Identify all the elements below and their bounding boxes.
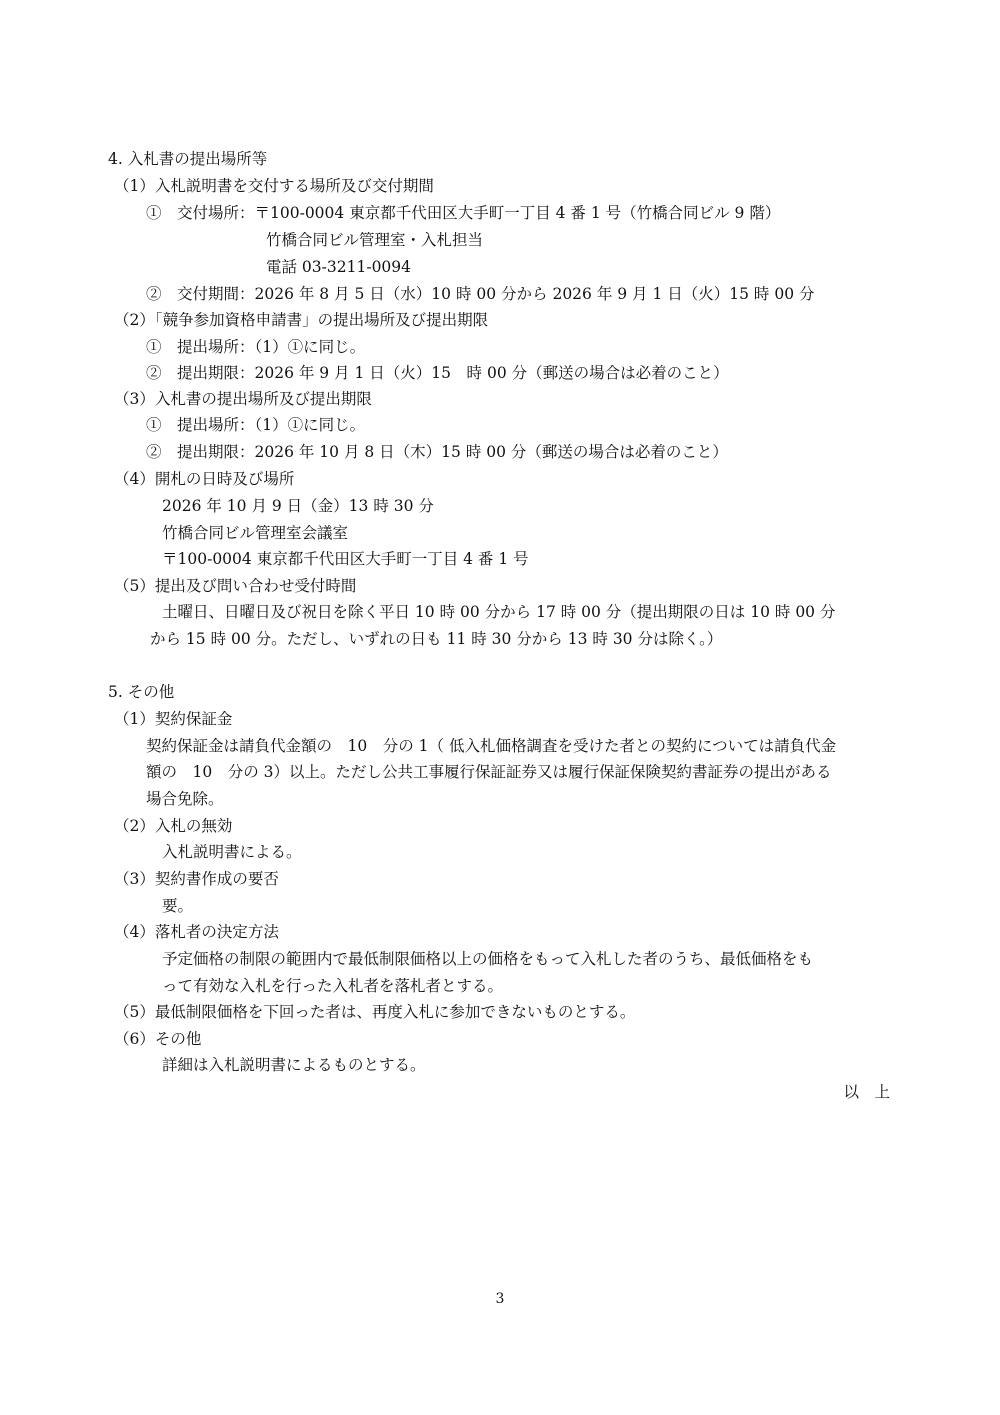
item-5-6-body: 詳細は入札説明書によるものとする。 (162, 1056, 426, 1074)
item-4-4-venue: 竹橋合同ビル管理室会議室 (162, 524, 349, 542)
item-5-1-line2: 額の 10 分の 3）以上。ただし公共工事履行保証証券又は履行保証保険契約書証券の提出がある (146, 763, 832, 781)
item-4-1-period: ② 交付期間：2026 年 8 月 5 日（水）10 時 00 分から 2026 年 9 月 1 日（火）15 時 00 分 (146, 285, 815, 303)
item-5-5-heading: （5）最低制限価格を下回った者は、再度入札に参加できないものとする。 (114, 1003, 636, 1021)
item-4-1-place-line3: 電話 03-3211-0094 (266, 258, 412, 276)
page-number: 3 (495, 1291, 505, 1307)
item-4-5-heading: （5）提出及び問い合わせ受付時間 (114, 577, 357, 595)
item-4-5-line1: 土曜日、日曜日及び祝日を除く平日 10 時 00 分から 17 時 00 分（提出期限の日は 10 時 00 分 (162, 603, 836, 621)
item-5-4-line2: って有効な入札を行った入札者を落札者とする。 (162, 977, 504, 995)
item-4-1-place-line1: ① 交付場所：〒100-0004 東京都千代田区大手町一丁目 4 番 1 号（竹橋合同ビル 9 階） (146, 204, 781, 222)
item-4-4-address: 〒100-0004 東京都千代田区大手町一丁目 4 番 1 号 (162, 550, 529, 568)
item-5-4-heading: （4）落札者の決定方法 (114, 923, 279, 941)
section-4-heading: 4. 入札書の提出場所等 (108, 150, 268, 168)
section-5-heading: 5. その他 (108, 683, 175, 701)
item-5-1-line1: 契約保証金は請負代金額の 10 分の 1（ 低入札価格調査を受けた者との契約については請負代金 (146, 737, 837, 755)
item-4-3-heading: （3）入札書の提出場所及び提出期限 (114, 390, 372, 408)
item-4-3-place: ① 提出場所：（1）①に同じ。 (146, 416, 366, 434)
item-5-3-heading: （3）契約書作成の要否 (114, 870, 279, 888)
item-4-4-datetime: 2026 年 10 月 9 日（金）13 時 30 分 (162, 497, 434, 515)
item-5-1-line3: 場合免除。 (146, 790, 224, 808)
item-5-2-heading: （2）入札の無効 (114, 817, 233, 835)
item-4-2-heading: （2）「競争参加資格申請書」の提出場所及び提出期限 (114, 311, 489, 329)
item-4-2-place: ① 提出場所：（1）①に同じ。 (146, 338, 366, 356)
item-5-4-line1: 予定価格の制限の範囲内で最低制限価格以上の価格をもって入札した者のうち、最低価格をも (162, 950, 814, 968)
item-4-5-line2: から 15 時 00 分。ただし、いずれの日も 11 時 30 分から 13 時 30 分は除く。） (150, 630, 723, 648)
item-4-1-heading: （1）入札説明書を交付する場所及び交付期間 (114, 177, 434, 195)
item-5-3-body: 要。 (162, 897, 194, 915)
item-4-1-place-line2: 竹橋合同ビル管理室・入札担当 (266, 231, 484, 249)
item-5-1-heading: （1）契約保証金 (114, 710, 233, 728)
item-4-4-heading: （4）開札の日時及び場所 (114, 470, 295, 488)
item-5-6-heading: （6）その他 (114, 1030, 202, 1048)
item-4-3-deadline: ② 提出期限：2026 年 10 月 8 日（木）15 時 00 分（郵送の場合は必着のこと） (146, 443, 728, 461)
item-4-2-deadline: ② 提出期限：2026 年 9 月 1 日（火）15 時 00 分（郵送の場合は必着のこと） (146, 364, 729, 382)
item-5-2-body: 入札説明書による。 (162, 843, 302, 861)
closing-text: 以 上 (843, 1083, 890, 1101)
